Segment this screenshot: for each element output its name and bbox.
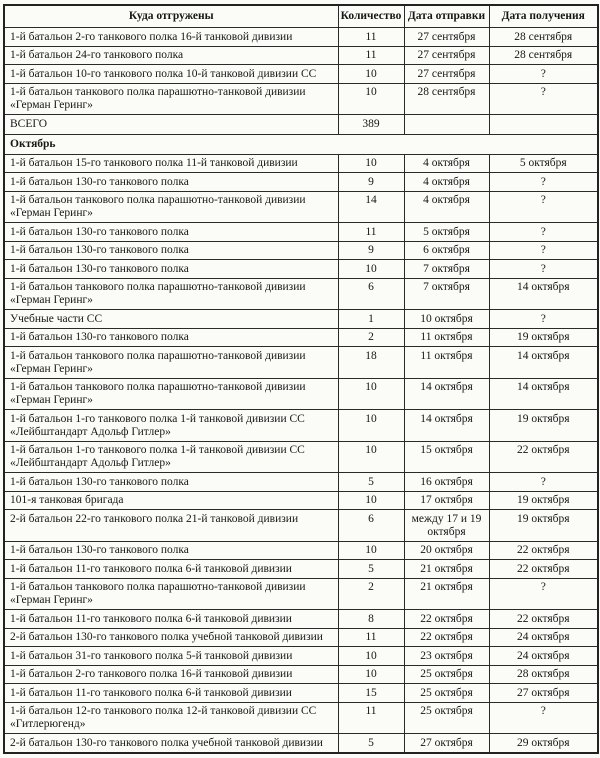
receipt-date-cell: 14 октября	[489, 347, 598, 379]
dispatch-date-cell: 25 октября	[404, 702, 489, 734]
unit-cell: Учебные части СС	[4, 310, 338, 329]
table-row	[4, 378, 598, 410]
dispatch-date-cell: 27 сентября	[404, 28, 489, 47]
receipt-date-cell: ?	[489, 65, 598, 84]
table-row	[4, 28, 598, 47]
quantity-cell: 10	[338, 260, 404, 279]
table-row	[4, 628, 598, 647]
table-row	[4, 310, 598, 329]
receipt-date-cell: ?	[489, 83, 598, 115]
unit-cell: ВСЕГО	[4, 115, 338, 135]
table-row	[4, 541, 598, 560]
header-row	[4, 5, 598, 28]
table-row	[4, 173, 598, 192]
quantity-cell: 10	[338, 410, 404, 442]
receipt-date-cell: 5 октября	[489, 154, 598, 173]
dispatch-date-cell: 28 сентября	[404, 83, 489, 115]
dispatch-date-cell: между 17 и 19 октября	[404, 510, 489, 542]
quantity-cell: 2	[338, 328, 404, 347]
quantity-cell: 6	[338, 278, 404, 310]
unit-cell: 1-й батальон танкового полка парашютно-танковой дивизии «Герман Геринг»	[4, 578, 338, 610]
receipt-date-cell: 24 октября	[489, 647, 598, 666]
dispatch-date-cell: 6 октября	[404, 241, 489, 260]
table-row	[4, 491, 598, 510]
unit-cell: 1-й батальон танкового полка парашютно-танковой дивизии «Герман Геринг»	[4, 347, 338, 379]
unit-cell: 1-й батальон 130-го танкового полка	[4, 328, 338, 347]
table-row	[4, 473, 598, 492]
receipt-date-cell: ?	[489, 191, 598, 223]
table-row	[4, 510, 598, 542]
quantity-cell: 11	[338, 46, 404, 65]
receipt-date-cell	[489, 115, 598, 135]
dispatch-date-cell: 27 сентября	[404, 65, 489, 84]
quantity-cell: 10	[338, 441, 404, 473]
total-row	[4, 115, 598, 135]
dispatch-date-cell: 7 октября	[404, 260, 489, 279]
unit-cell: 1-й батальон 15-го танкового полка 11-й танковой дивизии	[4, 154, 338, 173]
quantity-cell: 11	[338, 628, 404, 647]
quantity-cell: 15	[338, 684, 404, 703]
dispatch-date-cell: 4 октября	[404, 173, 489, 192]
receipt-date-cell: 22 октября	[489, 541, 598, 560]
dispatch-date-cell: 15 октября	[404, 441, 489, 473]
receipt-date-cell: 14 октября	[489, 378, 598, 410]
table-body	[4, 28, 598, 753]
dispatch-date-cell: 10 октября	[404, 310, 489, 329]
table-row	[4, 83, 598, 115]
quantity-cell: 5	[338, 560, 404, 579]
receipt-date-cell: ?	[489, 473, 598, 492]
quantity-cell: 9	[338, 241, 404, 260]
table-row	[4, 347, 598, 379]
unit-cell: 1-й батальон 130-го танкового полка	[4, 241, 338, 260]
table-row	[4, 684, 598, 703]
receipt-date-cell: 28 сентября	[489, 46, 598, 65]
unit-cell: 2-й батальон 130-го танкового полка учебной танковой дивизии	[4, 734, 338, 753]
dispatch-date-cell	[404, 115, 489, 135]
receipt-date-cell: 22 октября	[489, 610, 598, 629]
dispatch-date-cell: 14 октября	[404, 410, 489, 442]
unit-cell: 1-й батальон 130-го танкового полка	[4, 223, 338, 242]
unit-cell: 1-й батальон танкового полка парашютно-танковой дивизии «Герман Геринг»	[4, 191, 338, 223]
unit-cell: 1-й батальон 130-го танкового полка	[4, 541, 338, 560]
dispatch-date-cell: 21 октября	[404, 578, 489, 610]
table-header	[4, 5, 598, 28]
unit-cell: 1-й батальон 2-го танкового полка 16-й танковой дивизии	[4, 28, 338, 47]
receipt-date-cell: 28 октября	[489, 665, 598, 684]
unit-cell: 2-й батальон 130-го танкового полка учебной танковой дивизии	[4, 628, 338, 647]
receipt-date-cell: 19 октября	[489, 410, 598, 442]
section-label: Октябрь	[4, 135, 598, 155]
quantity-cell: 10	[338, 491, 404, 510]
receipt-date-cell: 29 октября	[489, 734, 598, 753]
unit-cell: 1-й батальон танкового полка парашютно-танковой дивизии «Герман Геринг»	[4, 378, 338, 410]
table-row	[4, 410, 598, 442]
column-header-receipt-date: Дата получения	[489, 5, 598, 28]
table-row	[4, 241, 598, 260]
unit-cell: 1-й батальон 11-го танкового полка 6-й танковой дивизии	[4, 684, 338, 703]
dispatch-date-cell: 22 октября	[404, 628, 489, 647]
table-row	[4, 665, 598, 684]
quantity-cell: 1	[338, 310, 404, 329]
dispatch-date-cell: 25 октября	[404, 684, 489, 703]
receipt-date-cell: 19 октября	[489, 491, 598, 510]
dispatch-date-cell: 14 октября	[404, 378, 489, 410]
unit-cell: 1-й батальон 1-го танкового полка 1-й танковой дивизии СС «Лейбштандарт Адольф Гитлер»	[4, 441, 338, 473]
quantity-cell: 5	[338, 473, 404, 492]
unit-cell: 1-й батальон 130-го танкового полка	[4, 173, 338, 192]
quantity-cell: 18	[338, 347, 404, 379]
quantity-cell: 10	[338, 83, 404, 115]
table-row	[4, 578, 598, 610]
quantity-cell: 10	[338, 378, 404, 410]
unit-cell: 1-й батальон танкового полка парашютно-танковой дивизии «Герман Геринг»	[4, 278, 338, 310]
table-row	[4, 702, 598, 734]
table-row	[4, 441, 598, 473]
table-row	[4, 734, 598, 753]
quantity-cell: 9	[338, 173, 404, 192]
unit-cell: 1-й батальон 31-го танкового полка 5-й танковой дивизии	[4, 647, 338, 666]
quantity-cell: 10	[338, 65, 404, 84]
table-row	[4, 191, 598, 223]
unit-cell: 1-й батальон 130-го танкового полка	[4, 260, 338, 279]
quantity-cell: 10	[338, 665, 404, 684]
table-row	[4, 328, 598, 347]
unit-cell: 1-й батальон 24-го танкового полка	[4, 46, 338, 65]
unit-cell: 1-й батальон 11-го танкового полка 6-й танковой дивизии	[4, 610, 338, 629]
column-header-dispatch-date: Дата отправки	[404, 5, 489, 28]
quantity-cell: 8	[338, 610, 404, 629]
quantity-cell: 10	[338, 154, 404, 173]
dispatch-date-cell: 4 октября	[404, 191, 489, 223]
quantity-cell: 6	[338, 510, 404, 542]
receipt-date-cell: 24 октября	[489, 628, 598, 647]
receipt-date-cell: ?	[489, 578, 598, 610]
section-row	[4, 135, 598, 155]
dispatch-date-cell: 21 октября	[404, 560, 489, 579]
column-header-destination: Куда отгружены	[4, 5, 338, 28]
receipt-date-cell: 19 октября	[489, 328, 598, 347]
receipt-date-cell: 22 октября	[489, 441, 598, 473]
dispatch-date-cell: 23 октября	[404, 647, 489, 666]
table-row	[4, 560, 598, 579]
quantity-cell: 14	[338, 191, 404, 223]
dispatch-date-cell: 11 октября	[404, 328, 489, 347]
tank-shipments-table	[3, 4, 599, 754]
table-row	[4, 260, 598, 279]
dispatch-date-cell: 22 октября	[404, 610, 489, 629]
unit-cell: 1-й батальон 130-го танкового полка	[4, 473, 338, 492]
table-row	[4, 46, 598, 65]
quantity-cell: 5	[338, 734, 404, 753]
quantity-cell: 2	[338, 578, 404, 610]
dispatch-date-cell: 4 октября	[404, 154, 489, 173]
receipt-date-cell: ?	[489, 310, 598, 329]
receipt-date-cell: 19 октября	[489, 510, 598, 542]
unit-cell: 1-й батальон 11-го танкового полка 6-й танковой дивизии	[4, 560, 338, 579]
receipt-date-cell: ?	[489, 241, 598, 260]
quantity-cell: 11	[338, 702, 404, 734]
receipt-date-cell: ?	[489, 173, 598, 192]
quantity-cell: 11	[338, 28, 404, 47]
dispatch-date-cell: 16 октября	[404, 473, 489, 492]
dispatch-date-cell: 17 октября	[404, 491, 489, 510]
quantity-cell: 10	[338, 541, 404, 560]
table-row	[4, 154, 598, 173]
receipt-date-cell: ?	[489, 223, 598, 242]
dispatch-date-cell: 27 сентября	[404, 46, 489, 65]
unit-cell: 1-й батальон 10-го танкового полка 10-й танковой дивизии СС	[4, 65, 338, 84]
table-row	[4, 610, 598, 629]
dispatch-date-cell: 20 октября	[404, 541, 489, 560]
quantity-cell: 10	[338, 647, 404, 666]
table-row	[4, 647, 598, 666]
table-row	[4, 65, 598, 84]
receipt-date-cell: ?	[489, 702, 598, 734]
unit-cell: 1-й батальон 2-го танкового полка 16-й танковой дивизии	[4, 665, 338, 684]
dispatch-date-cell: 25 октября	[404, 665, 489, 684]
receipt-date-cell: ?	[489, 260, 598, 279]
unit-cell: 1-й батальон 12-го танкового полка 12-й танковой дивизии СС «Гитлерюгенд»	[4, 702, 338, 734]
receipt-date-cell: 14 октября	[489, 278, 598, 310]
unit-cell: 101-я танковая бригада	[4, 491, 338, 510]
receipt-date-cell: 27 октября	[489, 684, 598, 703]
unit-cell: 2-й батальон 22-го танкового полка 21-й танковой дивизии	[4, 510, 338, 542]
unit-cell: 1-й батальон 1-го танкового полка 1-й танковой дивизии СС «Лейбштандарт Адольф Гитлер»	[4, 410, 338, 442]
column-header-quantity: Количество	[338, 5, 404, 28]
receipt-date-cell: 22 октября	[489, 560, 598, 579]
dispatch-date-cell: 27 октября	[404, 734, 489, 753]
receipt-date-cell: 28 сентября	[489, 28, 598, 47]
dispatch-date-cell: 11 октября	[404, 347, 489, 379]
quantity-cell: 11	[338, 223, 404, 242]
dispatch-date-cell: 5 октября	[404, 223, 489, 242]
table-row	[4, 223, 598, 242]
dispatch-date-cell: 7 октября	[404, 278, 489, 310]
table-row	[4, 278, 598, 310]
quantity-cell: 389	[338, 115, 404, 135]
unit-cell: 1-й батальон танкового полка парашютно-танковой дивизии «Герман Геринг»	[4, 83, 338, 115]
